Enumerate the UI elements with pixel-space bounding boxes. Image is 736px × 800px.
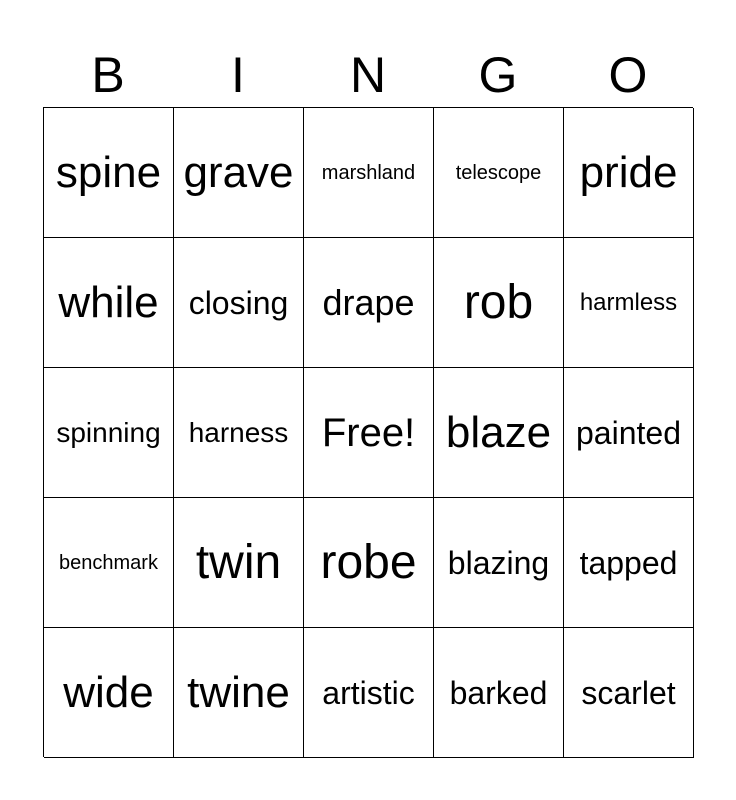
header-letter-b: B bbox=[91, 47, 125, 103]
bingo-cell-r3-c2[interactable]: robe bbox=[304, 498, 434, 628]
bingo-cell-r2-c2[interactable]: Free! bbox=[304, 368, 434, 498]
bingo-cell-r2-c3[interactable]: blaze bbox=[434, 368, 564, 498]
bingo-cell-r3-c4[interactable]: tapped bbox=[564, 498, 694, 628]
bingo-cell-r1-c1[interactable]: closing bbox=[174, 238, 304, 368]
header-letter-n: N bbox=[349, 47, 387, 103]
bingo-cell-r1-c3[interactable]: rob bbox=[434, 238, 564, 368]
header-letter-o: O bbox=[608, 47, 648, 103]
bingo-cell-r2-c0[interactable]: spinning bbox=[44, 368, 174, 498]
bingo-board bbox=[43, 107, 693, 757]
header-letter-g: G bbox=[478, 47, 518, 103]
bingo-cell-r4-c2[interactable]: artistic bbox=[304, 628, 434, 758]
bingo-cell-r3-c3[interactable]: blazing bbox=[434, 498, 564, 628]
bingo-cell-r4-c0[interactable]: wide bbox=[44, 628, 174, 758]
bingo-cell-r0-c2[interactable]: marshland bbox=[304, 108, 434, 238]
bingo-cell-r2-c1[interactable]: harness bbox=[174, 368, 304, 498]
bingo-cell-r2-c4[interactable]: painted bbox=[564, 368, 694, 498]
bingo-cell-r4-c3[interactable]: barked bbox=[434, 628, 564, 758]
bingo-cell-r1-c4[interactable]: harmless bbox=[564, 238, 694, 368]
bingo-cell-r4-c1[interactable]: twine bbox=[174, 628, 304, 758]
bingo-cell-r4-c4[interactable]: scarlet bbox=[564, 628, 694, 758]
bingo-cell-r3-c0[interactable]: benchmark bbox=[44, 498, 174, 628]
bingo-header bbox=[43, 42, 693, 108]
bingo-cell-r0-c0[interactable]: spine bbox=[44, 108, 174, 238]
bingo-cell-r3-c1[interactable]: twin bbox=[174, 498, 304, 628]
bingo-cell-r1-c2[interactable]: drape bbox=[304, 238, 434, 368]
bingo-cell-r0-c4[interactable]: pride bbox=[564, 108, 694, 238]
bingo-cell-r0-c3[interactable]: telescope bbox=[434, 108, 564, 238]
bingo-cell-r1-c0[interactable]: while bbox=[44, 238, 174, 368]
bingo-cell-r0-c1[interactable]: grave bbox=[174, 108, 304, 238]
header-letter-i: I bbox=[231, 47, 245, 103]
